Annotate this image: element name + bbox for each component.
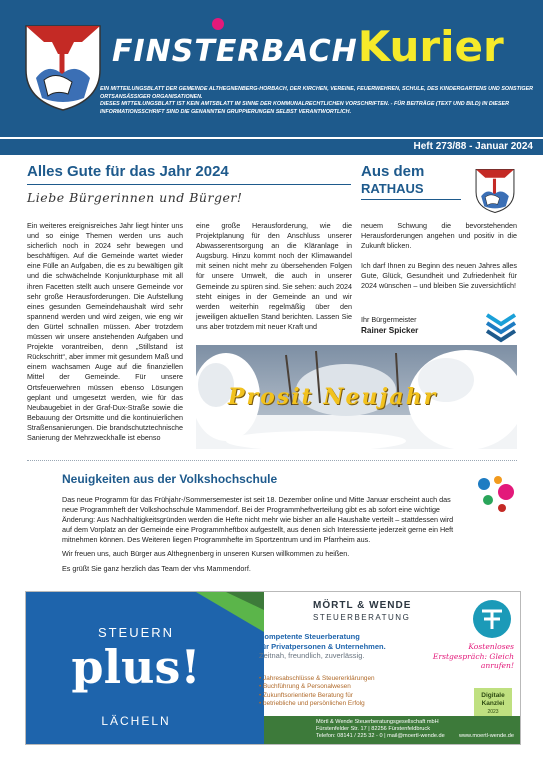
ad-call-to-action: Kostenloses Erstgespräch: Gleich anrufen!	[432, 642, 514, 670]
badge-year: 2023	[487, 709, 499, 715]
article-col1-text: Ein weiteres ereignisreiches Jahr liegt hinter uns und so einige Themen werden uns auch sicherlich noch in 2024 sehr bewegen und beschäftigen. Auf die Gemeinde wartet wieder eine Fülle an Aufgaben, die es zu bewältigen gilt und die schwächelnde Konjunkturphase mit all ihren Facetten stellt auch unsere Gemeinde vor sehr große Herausforderungen. Die Aufstellung eines gesunden Gemeindehaushalt wird sehr spannend werden und wird zeigen, wie eng wir den Gürtel schnallen müssen. Aber trotzdem müssen wir unsere anstehenden Aufgaben und Projekte vorantreiben, denn „Stillstand ist Rückschritt“, aber immer mit gesundem Maß und einem wachsamen Auge auf die finanziellen Mittel der Gemeinde. Für unsere Ortsfeuerwehren müssen ebenso Lösungen geplant und umgesetzt werden, wie für das Neubaugebiet in der Graf-Dux-Straße sowie die Bebauung der Ortsmitte und die kontinuierlichen Straßensanierungen. Die brandschutztechnische Sanierung der Mehrzweckhalle ist ebenso	[27, 221, 183, 442]
ad-brand-name: MÖRTL & WENDE	[313, 600, 412, 611]
rathaus-title-line2: RATHAUS	[361, 181, 424, 196]
ad-service-item: • betriebliche und persönlichen Erfolg	[259, 700, 375, 708]
article-title-rule	[27, 184, 351, 185]
article-col3-text: neuem Schwung die bevorstehenden Herausforderungen angehen und positiv in die Zukunft blicken.	[361, 221, 517, 251]
ad-footer-text	[316, 719, 445, 741]
vhs-paragraph-2: Wir freuen uns, auch Bürger aus Althegnenberg in unseren Kursen willkommen zu heißen.	[62, 549, 350, 559]
badge-line-1: Digitale	[481, 692, 505, 699]
issue-number: Heft 273/88 - Januar 2024	[413, 141, 533, 152]
ad-slogan-line-1: Kompetente Steuerberatung	[259, 632, 360, 641]
photo-caption: Prosit Neujahr	[228, 384, 438, 410]
masthead-disclaimer	[100, 86, 536, 116]
masthead-part-finsterbach: FINSTERBACH	[112, 34, 358, 69]
ad-footer-company: Mörtl & Wende Steuerberatungsgesellschaft mbH	[316, 719, 439, 725]
masthead-dot	[212, 18, 224, 30]
rathaus-title-line1: Aus dem	[361, 163, 425, 180]
municipal-crest-icon	[22, 22, 104, 112]
ad-services-list	[259, 675, 375, 709]
article-col2-text: eine große Herausforderung, wie die Projektplanung für den Anschluss unserer Abwasserentsorgung an die Kläranlage in Augsburg. Hinzu kommt noch der Klimawandel mit seinen nicht mehr zu übersehenden Folgen für unsere Umwelt, die auch in unserer Gemeinde zu spüren sind. Sie sehen: auch 2024 steht einiges in der Gemeinde an und wir werden weiterhin regelmäßig über den jeweiligen aktuellen Stand berichten. Lassen Sie uns aber trotzdem mit neuer Kraft und	[196, 221, 352, 331]
ad-slogan-line-3: Zeitnah, freundlich, zuverlässig.	[259, 651, 365, 660]
section-divider	[27, 460, 517, 461]
article-column-1	[27, 221, 183, 443]
vhs-dots-icon	[470, 470, 520, 520]
ad-service-item: • Buchführung & Personalwesen	[259, 683, 375, 691]
advertisement[interactable]	[25, 591, 521, 745]
ad-brand-subtitle: STEUERBERATUNG	[313, 613, 411, 622]
ad-footer-contact[interactable]: Telefon: 08141 / 225 32 - 0 | mail@moertl-wende.de	[316, 733, 445, 740]
vhs-title: Neuigkeiten aus der Volkshochschule	[62, 472, 278, 486]
disclaimer-line-2: DIESES MITTEILUNGSBLATT IST KEIN AMTSBLATT IM SINNE DER KOMMUNALRECHTLICHEN VORSCHRIFTEN. - FÜR BEITRÄGE (TEXT UND BILD) IN DIESER INFORMATIONSSCHRIFT SIND DIE GENANNTEN GRUPPIERUNGEN SELBST VERANTWORTLICH.	[100, 101, 509, 115]
newspaper-title	[112, 22, 504, 71]
ad-service-item: • Jahresabschlüsse & Steuererklärungen	[259, 675, 375, 683]
ad-laecheln: LÄCHELN	[101, 714, 171, 728]
issue-bar	[0, 139, 543, 155]
mayor-role: Ihr Bürgermeister	[361, 315, 417, 324]
ad-footer	[264, 716, 520, 744]
chevrons-logo-icon	[484, 310, 518, 344]
badge-line-2: Kanzlei	[481, 700, 505, 707]
small-crest-icon	[474, 167, 516, 214]
article-greeting: Liebe Bürgerinnen und Bürger!	[27, 190, 243, 205]
ad-steuern: STEUERN	[97, 625, 175, 640]
mayor-name: Rainer Spicker	[361, 326, 419, 335]
rathaus-title-rule	[361, 199, 461, 200]
mayor-signature	[361, 314, 418, 336]
vhs-paragraph-3: Es grüßt Sie ganz herzlich das Team der vhs Mammendorf.	[62, 563, 251, 573]
ad-service-item: • Zukunftsorientierte Beratung für	[259, 692, 375, 700]
ad-footer-website[interactable]: www.moertl-wende.de	[458, 733, 514, 739]
ad-slogan-line-2: für Privatpersonen & Unternehmen.	[259, 641, 386, 651]
masthead-banner	[0, 0, 543, 137]
vhs-paragraph-1: Das neue Programm für das Frühjahr-/Sommersemester ist seit 18. Dezember online und Mitte Januar erscheint auch das neue Programmheft der Volkshochschule Mammendorf. Bei der Programmheftverteilung gibt es ab sofort eine wichtige Änderung: Aus Nachhaltigkeitsgründen werden die Hefte nicht mehr wie bisher an alle Haushalte verteilt – stattdessen wird auf dem Vorplatz an der Gemeinde eine Programmheftbox aufgestellt, aus denen sich Interessierte jederzeit gerne ein Heft mitnehmen können. Des Weiteren liegen Programmhefte im Sportzentrum und im Pfarrheim aus.	[62, 495, 454, 545]
article-title: Alles Gute für das Jahr 2024	[27, 163, 229, 180]
masthead-part-kurier: Kurier	[357, 22, 504, 71]
ad-logo-icon	[472, 599, 512, 639]
article-wish-text: Ich darf Ihnen zu Beginn des neuen Jahres alles Gute, Glück, Gesundheit und Zufriedenheit für 2024 wünschen – und bleiben Sie zuversichtlich!	[361, 261, 517, 291]
vhs-body	[62, 495, 458, 578]
disclaimer-line-1: EIN MITTEILUNGSBLATT DER GEMEINDE ALTHEGNENBERG-HORBACH, DER KIRCHEN, VEREINE, FEUERWEHREN, SCHULE, DES KINDERGARTENS UND SONSTIGER ORTSANSÄSSIGER ORGANISATIONEN.	[100, 86, 534, 100]
article-column-3	[361, 221, 517, 292]
ad-footer-address: Fürstenfelder Str. 17 | 82256 Fürstenfeldbruck	[316, 726, 431, 733]
article-column-2	[196, 221, 352, 332]
ad-plus: plus!	[71, 640, 201, 694]
ad-slogan	[259, 632, 386, 661]
